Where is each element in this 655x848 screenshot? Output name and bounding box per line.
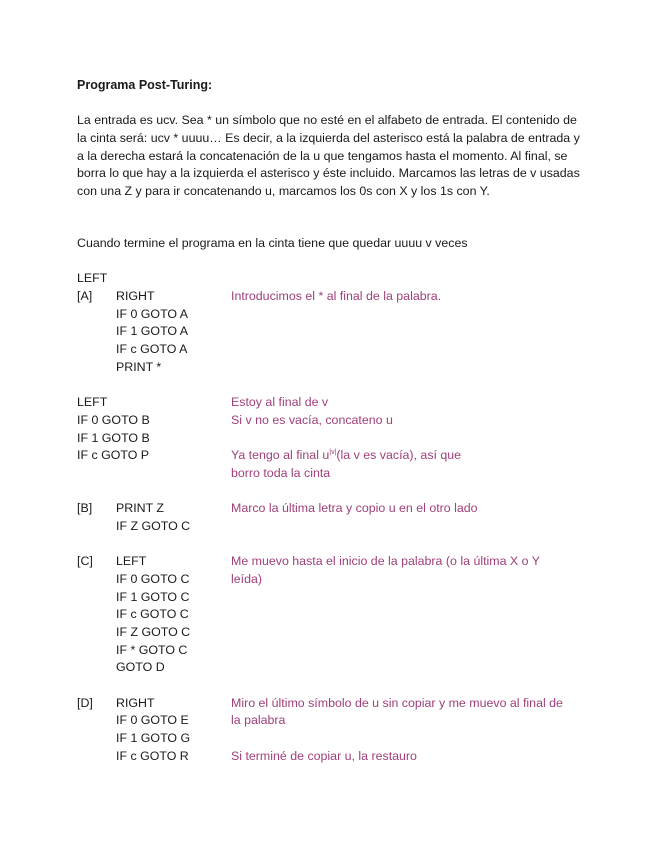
program-line: RIGHT [116,696,155,710]
program-line: LEFT [77,395,108,409]
comment: Introducimos el * al final de la palabra. [231,289,442,303]
program-line: LEFT [116,554,147,568]
program-line: PRINT * [116,360,162,374]
program-line: IF 0 GOTO A [116,307,189,321]
program-line: IF 1 GOTO B [77,431,150,445]
document-title: Programa Post-Turing: [77,78,213,92]
program-line: IF c GOTO P [77,448,150,462]
comment: Marco la última letra y copio u en el otro lado [231,501,478,515]
program-line: IF 0 GOTO C [116,572,190,586]
program-line: LEFT [77,271,108,285]
program-line: IF Z GOTO C [116,519,191,533]
comment: Miro el último símbolo de u sin copiar y me muevo al final de [231,696,563,710]
intro-paragraph: La entrada es ucv. Sea * un símbolo que no esté en el alfabeto de entrada. El contenido de la cinta será: ucv * uuuu… Es decir, a la izquierda del asterisco está la palabra de entrada y a la derecha estará la concatenación de la u que tengamos hasta el momento. Al final, se borra lo que hay a la izquierda el asterisco y éste incluido. Marcamos las letras de v usadas con una Z y para ir concatenando u, marcamos los 0s con X y los 1s con Y. [77,113,580,199]
label-d: [D] [77,696,93,710]
program-line: IF 1 GOTO A [116,324,189,338]
program-line: PRINT Z [116,501,164,515]
program-line: IF 0 GOTO E [116,713,189,727]
program-line: IF 1 GOTO C [116,590,190,604]
label-c: [C] [77,554,93,568]
program-line: IF Z GOTO C [116,625,191,639]
program-line: IF * GOTO C [116,643,188,657]
label-a: [A] [77,289,93,303]
comment: Me muevo hasta el inicio de la palabra (o la última X o Y [231,554,541,568]
program-line: IF c GOTO R [116,749,189,763]
comment: borro toda la cinta [231,466,331,480]
comment: Ya tengo al final $u^{|v|}(la$ v es vacía), así que [231,448,462,462]
comment: leída) [231,572,262,586]
comment: la palabra [231,713,286,727]
comment: Si v no es vacía, concateno u [231,413,393,427]
program-line: IF 1 GOTO G [116,731,191,745]
program-line: IF c GOTO C [116,607,189,621]
program-line: IF 0 GOTO B [77,413,150,427]
program-line: RIGHT [116,289,155,303]
program-line: GOTO D [116,660,165,674]
result-paragraph: Cuando termine el programa en la cinta tiene que quedar uuuu v veces [77,236,468,250]
comment: Estoy al final de v [231,395,329,409]
label-b: [B] [77,501,93,515]
comment: Si terminé de copiar u, la restauro [231,749,417,763]
program-line: IF c GOTO A [116,342,188,356]
